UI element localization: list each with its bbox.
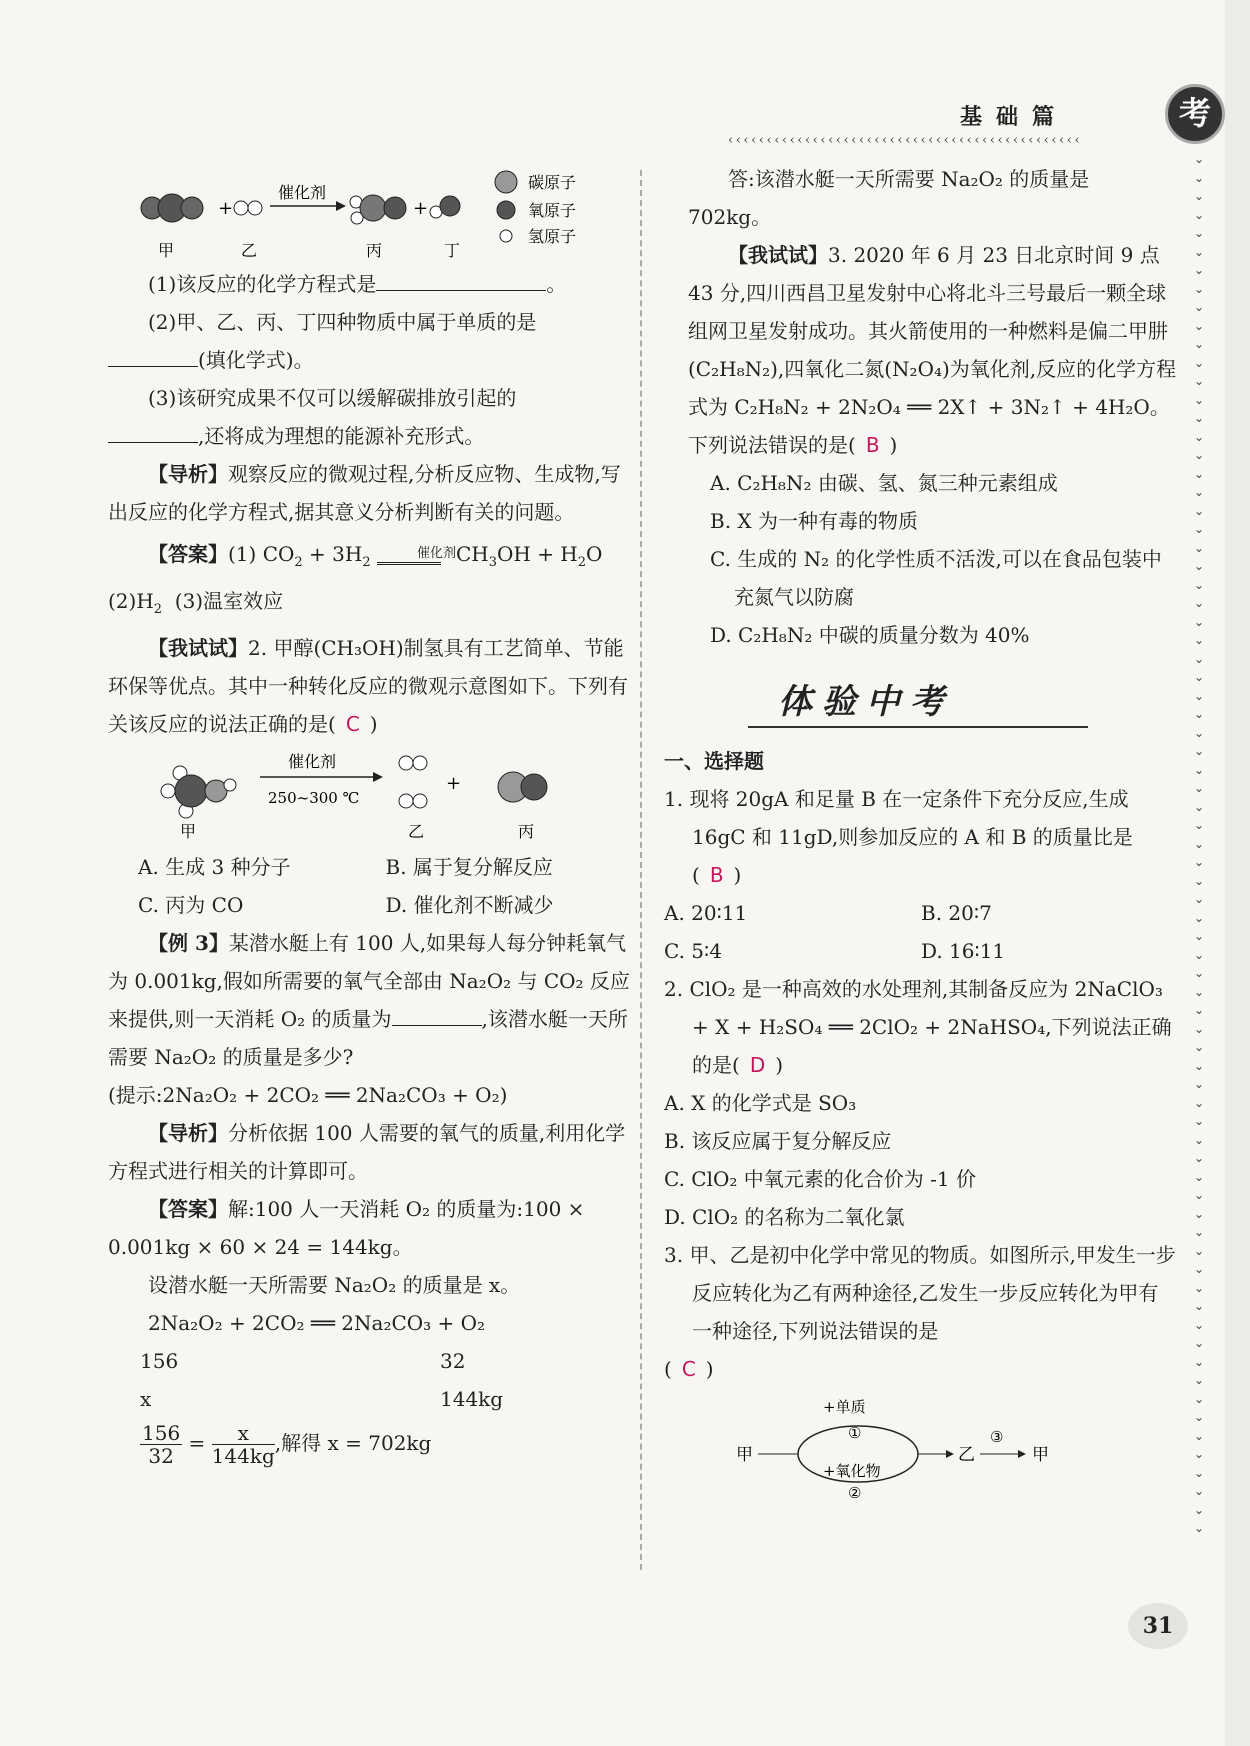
choice-question-1: 1. 现将 20gA 和足量 B 在一定条件下充分反应,生成 16gC 和 11gD,则参加反应的 A 和 B 的质量比是( B ) bbox=[664, 787, 1133, 887]
catalyst-label: 催化剂 bbox=[278, 183, 327, 202]
question-1-3: (3)该研究成果不仅可以缓解碳排放引起的 bbox=[148, 386, 517, 410]
molecule-yi bbox=[234, 201, 262, 215]
option-b: B. 该反应属于复分解反应 bbox=[664, 1129, 892, 1153]
svg-text:氧原子: 氧原子 bbox=[528, 201, 577, 220]
answer-1: 【答案】(1) $CO_2 + 3H_2$ 催化剂 $CH_3OH + H_2O$ bbox=[148, 542, 603, 570]
q1-options-row-2 bbox=[664, 932, 1178, 970]
option-c: C. 生成的 N₂ 的化学性质不活泼,可以在食品包装中充氮气以防腐 bbox=[710, 547, 1162, 609]
option-a: A. X 的化学式是 SO₃ bbox=[664, 1091, 857, 1115]
answer-1-cont: $(2)H_2$ (3)温室效应 bbox=[108, 589, 284, 617]
section-banner bbox=[688, 668, 1178, 738]
svg-text:甲: 甲 bbox=[1032, 1445, 1049, 1465]
section-title: 一、选择题 bbox=[664, 749, 764, 773]
try2-options-row-1 bbox=[108, 848, 633, 886]
svg-text:氢原子: 氢原子 bbox=[528, 227, 577, 246]
oxygen-legend-icon bbox=[497, 201, 515, 219]
try-question-2: 【我试试】2. 甲醇(CH₃OH)制氢具有工艺简单、节能环保等优点。其中一种转化反应的微观示意图如下。下列有关该反应的说法正确的是( C ) bbox=[108, 636, 628, 736]
svg-text:乙: 乙 bbox=[958, 1445, 975, 1465]
plus-sign: + bbox=[413, 198, 429, 219]
column-divider bbox=[640, 170, 642, 1570]
svg-text:③: ③ bbox=[990, 1428, 1004, 1446]
right-column bbox=[664, 160, 1178, 1513]
plus-sign: + bbox=[218, 198, 234, 219]
banner-title: 体验中考 bbox=[778, 682, 954, 722]
question-1-1: (1)该反应的化学方程式是 。 bbox=[108, 265, 633, 303]
example-answer: 【答案】解:100 人一天消耗 O₂ 的质量为:100 × 0.001kg × 60 × 24 = 144kg。 bbox=[108, 1197, 585, 1259]
option-c: C. 5∶4 bbox=[664, 939, 722, 963]
arrow-row-decoration: ‹‹‹‹‹‹‹‹‹‹‹‹‹‹‹‹‹‹‹‹‹‹‹‹‹‹‹‹‹‹‹‹‹‹‹‹‹‹‹‹‹‹‹‹‹‹ bbox=[728, 133, 1083, 148]
calc-row-2: x 144kg bbox=[140, 1387, 504, 1411]
option-c: C. ClO₂ 中氧元素的化合价为 -1 价 bbox=[664, 1167, 976, 1191]
molecule-methanol bbox=[161, 766, 236, 818]
option-a: A. 生成 3 种分子 bbox=[138, 855, 291, 879]
carbon-legend-icon bbox=[495, 171, 517, 193]
option-d: D. 16∶11 bbox=[921, 939, 1006, 963]
svg-text:丁: 丁 bbox=[444, 241, 461, 260]
try2-options-row-2 bbox=[108, 886, 633, 924]
option-a: A. 20∶11 bbox=[664, 901, 748, 925]
question-1-3-cont: ,还将成为理想的能源补充形式。 bbox=[108, 417, 633, 455]
page-edge bbox=[1225, 0, 1250, 1746]
question-1-2-cont: (填化学式)。 bbox=[108, 341, 633, 379]
example-conclusion: 答:该潜水艇一天所需要 Na₂O₂ 的质量是 702kg。 bbox=[688, 167, 1090, 229]
example-fraction: $\frac{156}{32}$ = $\frac{x}{144kg}$,解得 x = 702kg bbox=[142, 1421, 432, 1468]
svg-text:②: ② bbox=[848, 1484, 862, 1502]
molecule-jia bbox=[141, 194, 203, 222]
hydrogen-legend-icon bbox=[500, 230, 512, 242]
kao-badge: 考 bbox=[1165, 84, 1225, 144]
molecule-co bbox=[498, 772, 547, 802]
example-3: 【例 3】某潜水艇上有 100 人,如果每人每分钟耗氧气为 0.001kg,假如所需要的氧气全部由 Na₂O₂ 与 CO₂ 反应来提供,则一天消耗 O₂ 的质量为 ,该潜水艇一天所需要 Na₂O₂ 的质量是多少? bbox=[108, 931, 630, 1069]
answer-blank bbox=[392, 1003, 482, 1026]
svg-text:碳原子: 碳原子 bbox=[528, 173, 577, 192]
svg-text:+单质: +单质 bbox=[823, 1398, 866, 1416]
q2-options bbox=[664, 1084, 1178, 1236]
q1-options-row-1 bbox=[664, 894, 1178, 932]
left-column bbox=[108, 160, 633, 1467]
svg-text:甲: 甲 bbox=[158, 241, 175, 260]
option-d: D. C₂H₈N₂ 中碳的质量分数为 40% bbox=[710, 623, 1030, 647]
arrow-column-decoration: ⌄ ⌄ ⌄ ⌄ ⌄ ⌄ ⌄ ⌄ ⌄ ⌄ ⌄ ⌄ ⌄ ⌄ ⌄ ⌄ ⌄ ⌄ ⌄ ⌄ ⌄ ⌄ ⌄ ⌄ ⌄ ⌄ ⌄ ⌄ ⌄ ⌄ ⌄ ⌄ ⌄ ⌄ ⌄ ⌄ ⌄ ⌄ ⌄ ⌄ ⌄ ⌄ ⌄ ⌄ ⌄ ⌄ ⌄ ⌄ ⌄ ⌄ ⌄ ⌄ ⌄ ⌄ ⌄ ⌄ ⌄ ⌄ ⌄ ⌄ ⌄ ⌄ ⌄ ⌄ ⌄ ⌄ ⌄ ⌄ ⌄ ⌄ ⌄ ⌄ ⌄ ⌄ ⌄ bbox=[1193, 152, 1205, 1535]
option-b: B. 20∶7 bbox=[921, 901, 992, 925]
example-analysis: 【导析】分析依据 100 人需要的氧气的质量,利用化学方程式进行相关的计算即可。 bbox=[108, 1121, 626, 1183]
option-d: D. 催化剂不断减少 bbox=[385, 893, 554, 917]
choice-question-2: 2. ClO₂ 是一种高效的水处理剂,其制备反应为 2NaClO₃ + X + H₂SO₄ ══ 2ClO₂ + 2NaHSO₄,下列说法正确的是( D ) bbox=[664, 977, 1172, 1077]
option-d: D. ClO₂ 的名称为二氧化氯 bbox=[664, 1205, 905, 1229]
choice-question-3-answer: ( C ) bbox=[664, 1357, 714, 1381]
answer-blank bbox=[108, 420, 198, 443]
try3-options bbox=[688, 464, 1178, 654]
svg-text:乙: 乙 bbox=[241, 241, 258, 260]
svg-text:乙: 乙 bbox=[408, 822, 425, 841]
svg-text:250~300 ℃: 250~300 ℃ bbox=[268, 789, 360, 807]
question-1-2: (2)甲、乙、丙、丁四种物质中属于单质的是 bbox=[148, 310, 537, 334]
option-c: C. 丙为 CO bbox=[138, 893, 244, 917]
try-question-3: 【我试试】3. 2020 年 6 月 23 日北京时间 9 点 43 分,四川西昌卫星发射中心将北斗三号最后一颗全球组网卫星发射成功。其火箭使用的一种燃料是偏二甲肼(C₂H₈N₂),四氧化二氮(N₂O₄)为氧化剂,反应的化学方程式为 C₂H₈N₂ + 2N₂O₄ ══ 2X↑ + 3N₂↑ + 4H₂O。下列说法错误的是( B ) bbox=[688, 243, 1177, 457]
svg-text:+氧化物: +氧化物 bbox=[823, 1462, 881, 1480]
molecule-bing bbox=[350, 195, 406, 224]
page-number: 31 bbox=[1128, 1603, 1188, 1649]
svg-text:丙: 丙 bbox=[518, 822, 535, 841]
hint: (提示:2Na₂O₂ + 2CO₂ ══ 2Na₂CO₃ + O₂) bbox=[108, 1083, 508, 1107]
svg-text:甲: 甲 bbox=[180, 822, 197, 841]
svg-text:丙: 丙 bbox=[366, 241, 383, 260]
banner-underline bbox=[748, 726, 1088, 728]
molecule-h2 bbox=[399, 756, 427, 808]
reaction-diagram-1 bbox=[108, 160, 588, 260]
option-a: A. C₂H₈N₂ 由碳、氢、氮三种元素组成 bbox=[710, 471, 1058, 495]
header-title: 基础篇 bbox=[960, 104, 1069, 130]
answer-blank bbox=[108, 344, 198, 367]
svg-text:+: + bbox=[446, 773, 462, 794]
analysis-1: 【导析】观察反应的微观过程,分析反应物、生成物,写出反应的化学方程式,据其意义分析判断有关的问题。 bbox=[108, 462, 621, 524]
choice-question-3: 3. 甲、乙是初中化学中常见的物质。如图所示,甲发生一步反应转化为乙有两种途径,乙发生一步反应转化为甲有一种途径,下列说法错误的是 bbox=[664, 1243, 1176, 1343]
example-set: 设潜水艇一天所需要 Na₂O₂ 的质量是 x。 bbox=[148, 1273, 521, 1297]
svg-text:催化剂: 催化剂 bbox=[288, 752, 337, 771]
svg-text:①: ① bbox=[848, 1424, 862, 1442]
option-b: B. 属于复分解反应 bbox=[385, 855, 553, 879]
calc-row-1: 156 32 bbox=[140, 1349, 466, 1373]
example-equation: 2Na₂O₂ + 2CO₂ ══ 2Na₂CO₃ + O₂ bbox=[148, 1311, 486, 1335]
reaction-diagram-2 bbox=[108, 743, 588, 843]
answer-blank bbox=[376, 268, 546, 291]
molecule-ding bbox=[430, 196, 460, 218]
svg-text:甲: 甲 bbox=[736, 1445, 753, 1465]
conversion-diagram bbox=[728, 1398, 1148, 1508]
option-b: B. X 为一种有毒的物质 bbox=[710, 509, 919, 533]
